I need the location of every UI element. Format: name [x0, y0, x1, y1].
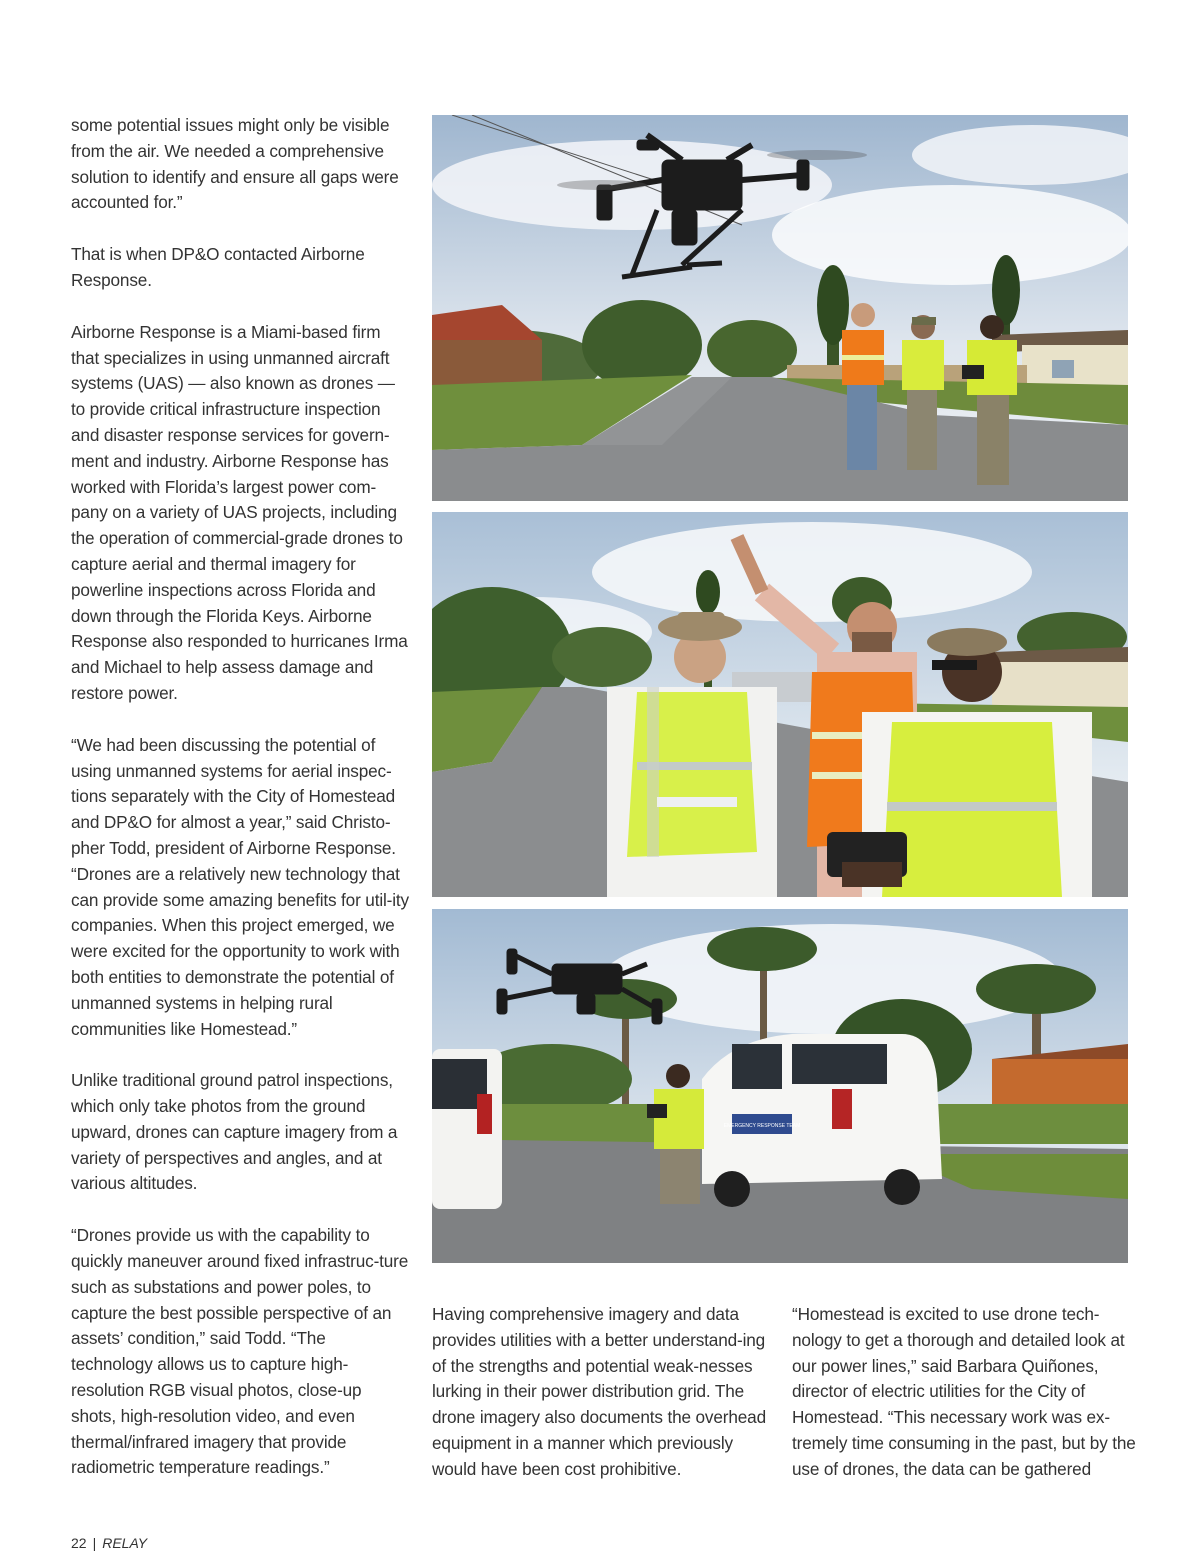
magazine-name: RELAY — [102, 1535, 148, 1551]
paragraph: Having comprehensive imagery and data provides utilities with a better understand-ing of the strengths and potential weak-nesses lurking in their power distribution grid. The drone imagery also documents the overhead equipment in a manner which previously would have been cost prohibitive. — [432, 1304, 766, 1479]
middle-text-column — [432, 1302, 777, 1509]
right-text-column — [792, 1302, 1137, 1509]
van-sign-text: EMERGENCY RESPONSE TEAM — [723, 1123, 801, 1129]
paragraph: Airborne Response is a Miami-based firm that specializes in using unmanned aircraft systems (UAS) — also known as drones — to provide critical infrastructure inspection and disaster response services for govern-ment and industry. Airborne Response has worked with Florida’s largest power com-pany on a variety of UAS projects, including the operation of commercial-grade drones to capture aerial and thermal imagery for powerline inspections across Florida and down through the Florida Keys. Airborne Response also responded to hurricanes Irma and Michael to help assess damage and restore power. — [71, 321, 408, 703]
left-text-column — [71, 113, 411, 1507]
paragraph: Unlike traditional ground patrol inspections, which only take photos from the ground upward, drones can capture imagery from a variety of perspectives and angles, and at various altitudes. — [71, 1070, 398, 1194]
paragraph: some potential issues might only be visible from the air. We needed a comprehensive solution to identify and ensure all gaps were accounted for.” — [71, 115, 399, 213]
footer-separator: | — [92, 1535, 97, 1551]
page-number: 22 — [71, 1535, 87, 1551]
photo-crew-pointing — [432, 512, 1128, 897]
paragraph: That is when DP&O contacted Airborne Response. — [71, 244, 365, 290]
paragraph: “We had been discussing the potential of using unmanned systems for aerial inspec-tions separately with the City of Homestead and DP&O for almost a year,” said Christo-pher Todd, president of Airborne Response. “Drones are a relatively new technology that can provide some amazing benefits for util-ity companies. When this project emerged, we were excited for the opportunity to work with both entities to demonstrate the potential of unmanned systems in helping rural communities like Homestead.” — [71, 734, 409, 1039]
photo-drone-overhead — [432, 115, 1128, 501]
paragraph: “Drones provide us with the capability to quickly maneuver around fixed infrastruc-ture such as substations and power poles, to capture the best possible perspective of an assets’ condition,” said Todd. “The technology allows us to capture high-resolution RGB visual photos, close-up shots, high-resolution video, and even thermal/infrared imagery that provide radiometric temperature readings.” — [71, 1225, 409, 1478]
page-footer — [71, 1535, 147, 1551]
paragraph: “Homestead is excited to use drone tech-nology to get a thorough and detailed look at our power lines,” said Barbara Quiñones, director of electric utilities for the City of Homestead. “This necessary work was ex-tremely time consuming in the past, but by the use of drones, the data can be gathered — [792, 1304, 1136, 1479]
photo-drone-van — [432, 909, 1128, 1263]
